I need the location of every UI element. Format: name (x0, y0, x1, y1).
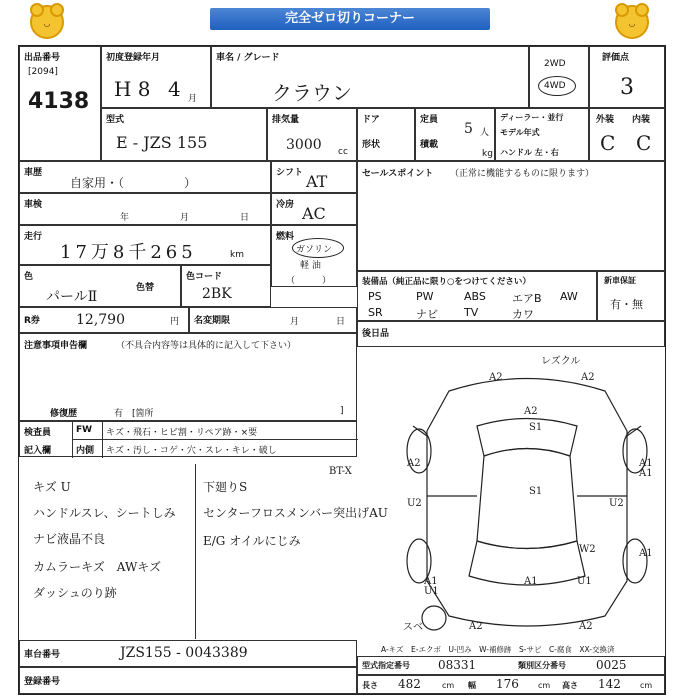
type-code-label: 型式指定番号 (362, 661, 410, 670)
banner (0, 0, 700, 40)
color-value: パールⅡ (46, 289, 98, 305)
recycle-value: 12,790 (76, 312, 125, 328)
drive-4wd-circle (538, 76, 576, 96)
chassis-box (19, 640, 357, 667)
registration-box (19, 667, 357, 694)
inspector-note: カムラーキズ AWキズ (33, 560, 162, 574)
aftermarket-box (357, 321, 665, 347)
recycle-label: R券 (24, 316, 40, 326)
inspector-note: ハンドルスレ、シートしみ (33, 506, 176, 520)
car-roof (477, 449, 577, 549)
drive-box (529, 46, 589, 108)
door-box (357, 108, 415, 161)
dealer-label: ディーラー・並行 (500, 113, 564, 122)
plate-expiry-day: 日 (336, 317, 346, 327)
sales-point-box (357, 161, 665, 271)
chassis-label: 車台番号 (24, 650, 61, 660)
notes-hint: （不具合内容等は具体的に記入して下さい） (116, 341, 297, 351)
class-code-label: 類別区分番号 (518, 661, 566, 670)
equipment-item: カワ (512, 308, 534, 321)
equipment-item: PW (416, 290, 434, 303)
repair-value: 有 [箇所 (114, 409, 154, 419)
first-reg-label: 初度登録年月 (106, 53, 161, 63)
class-code-value: 0025 (596, 658, 627, 672)
damage-mark: U1 (424, 586, 439, 597)
equipment-item: PS (368, 290, 382, 303)
equipment-item: エアB (512, 292, 542, 305)
dims-height-label: 高さ (562, 681, 578, 690)
check-in-items: キズ・汚し・コゲ・穴・スレ・キレ・破し (106, 446, 277, 456)
car-name: クラウン (272, 81, 352, 105)
damage-mark: A2 (581, 372, 595, 383)
damage-mark: S1 (529, 422, 543, 433)
damage-mark: A2 (579, 621, 593, 632)
damage-mark: A2 (524, 406, 538, 417)
fuel-diesel: 軽 油 (300, 261, 321, 271)
grade-int-value: C (636, 131, 652, 155)
model-label: 型式 (106, 115, 125, 125)
load-label: 積載 (420, 140, 439, 150)
inspector-note-right: センターフロスメンバー突出げAU (203, 506, 388, 520)
check-box (19, 421, 357, 457)
first-reg-month: 4 (168, 77, 181, 101)
inspection-day: 日 (240, 213, 250, 223)
mileage-box (19, 225, 271, 265)
grade-value: 3 (620, 75, 634, 100)
grade-box (589, 46, 665, 108)
damage-mark: U2 (407, 498, 422, 509)
history-label: 車歴 (24, 168, 43, 178)
damage-legend: A-キズ E-エクボ U-凹み W-補修跡 S-サビ C-腐食 XX-交換済 (381, 645, 615, 654)
fuel-gas-circle (292, 238, 344, 258)
capacity-value: 5 (464, 121, 473, 137)
type-code-box (357, 656, 665, 675)
fuel-paren: （ ） (286, 276, 332, 286)
dims-width-label: 幅 (468, 681, 476, 690)
color-box (19, 265, 181, 307)
color-swap-label: 色替 (136, 283, 155, 293)
car-windshield (477, 419, 577, 457)
inspection-label: 車検 (24, 200, 43, 210)
capacity-label: 定員 (420, 115, 439, 125)
grade-ext-label: 外装 (596, 115, 615, 125)
lot-sub: [2094] (28, 67, 58, 77)
grade-detail-box (589, 108, 665, 161)
handle-label: ハンドル 左・右 (500, 148, 559, 157)
mileage-unit: km (230, 250, 244, 260)
notes-divider (195, 464, 196, 639)
bear-mascot-icon: ◡ (615, 5, 649, 39)
damage-mark: A1 (639, 458, 653, 469)
dims-box (357, 675, 665, 694)
dealer-box (495, 108, 589, 161)
plate-expiry-box (189, 307, 357, 333)
drive-4wd: 4WD (544, 81, 566, 91)
door-label: ドア (362, 115, 380, 125)
lot-label: 出品番号 (24, 53, 61, 63)
inspector-note-right: E/G オイルにじみ (203, 534, 301, 548)
displacement-box (267, 108, 357, 161)
equipment-item: ナビ (416, 308, 438, 321)
check-in-label: 内側 (76, 446, 95, 456)
plate-expiry-label: 名変期限 (194, 316, 231, 326)
history-box (19, 161, 271, 193)
inspection-month: 月 (180, 213, 190, 223)
lot-number: 4138 (28, 89, 90, 114)
repair-close: ] (340, 406, 344, 416)
chassis-value: JZS155 - 0043389 (120, 645, 248, 661)
capacity-unit: 人 (480, 128, 490, 138)
inspector-note: ダッシュのり跡 (33, 586, 117, 600)
dims-len-label: 長さ (362, 681, 378, 690)
dims-len-unit: cm (442, 681, 455, 690)
diagram-top-note: レズクル (541, 356, 581, 367)
inspection-box (19, 193, 271, 225)
first-reg-year: H 8 (114, 77, 151, 101)
inspection-year: 年 (120, 213, 130, 223)
check-label-top: 検査員 (24, 428, 52, 438)
dims-width-unit: cm (538, 681, 551, 690)
mileage-value: 17万8千265 (60, 242, 197, 263)
check-fw-label: FW (76, 425, 93, 435)
dims-len-value: 482 (398, 677, 421, 691)
bear-mascot-icon: ◡ (30, 5, 64, 39)
notes-label: 注意事項申告欄 (24, 341, 88, 351)
cooling-box (271, 193, 357, 225)
damage-mark: A1 (424, 576, 438, 587)
fuel-box (271, 225, 357, 287)
cooling-value: AC (302, 204, 326, 223)
spare-tire (422, 606, 446, 630)
dims-width-value: 176 (496, 677, 519, 691)
sales-point-hint: （正常に機能するものに限ります） (450, 169, 595, 179)
equipment-item: TV (464, 306, 479, 319)
lot-box (19, 46, 101, 161)
inspector-note: キズ U (33, 480, 71, 494)
equipment-item: AW (560, 290, 578, 303)
cooling-label: 冷房 (276, 200, 295, 210)
type-code-value: 08331 (438, 658, 477, 672)
displacement-unit: cc (338, 147, 348, 157)
model-box (101, 108, 267, 161)
damage-mark: A2 (489, 372, 503, 383)
color-code-box (181, 265, 271, 307)
damage-mark: A2 (407, 458, 421, 469)
first-reg-box (101, 46, 211, 108)
warranty-box (597, 271, 665, 321)
recycle-unit: 円 (170, 317, 180, 327)
model-value: E - JZS 155 (116, 133, 208, 152)
check-fw-items: キズ・飛石・ヒビ割・リペア跡・×要 (106, 428, 258, 438)
inspector-note-right: 下廻りS (203, 480, 248, 494)
damage-mark: A1 (524, 576, 538, 587)
fuel-gas: ガソリン (296, 245, 333, 255)
grade-ext-value: C (600, 131, 616, 155)
capacity-box (415, 108, 495, 161)
damage-mark: S1 (529, 486, 543, 497)
displacement-value: 3000 (286, 137, 322, 153)
dims-height-value: 142 (598, 677, 621, 691)
damage-mark: A2 (469, 621, 483, 632)
shift-value: AT (306, 172, 328, 191)
dims-height-unit: cm (640, 681, 653, 690)
shift-label: シフト (276, 168, 304, 178)
fuel-label: 燃料 (276, 232, 295, 242)
repair-label: 修復歴 (50, 409, 78, 419)
diagram-stamp: BT-X (329, 466, 352, 477)
registration-label: 登録番号 (24, 677, 61, 687)
model-year-label: モデル年式 (500, 128, 540, 137)
notes-box (19, 333, 357, 421)
grade-label: 評価点 (602, 53, 630, 63)
sales-point-label: セールスポイント (362, 169, 434, 179)
equipment-item: SR (368, 306, 383, 319)
damage-mark: U1 (577, 576, 592, 587)
damage-mark: W2 (579, 544, 596, 555)
recycle-box (19, 307, 189, 333)
shift-box (271, 161, 357, 193)
color-code-value: 2BK (202, 286, 232, 302)
damage-mark: スベ (403, 622, 423, 633)
check-label-bottom: 記入欄 (24, 446, 52, 456)
color-code-label: 色コード (186, 272, 223, 282)
plate-expiry-month: 月 (290, 317, 300, 327)
aftermarket-label: 後日品 (362, 329, 390, 339)
door-shape-label: 形状 (362, 140, 381, 150)
warranty-value: 有・無 (610, 298, 643, 311)
inspection-sheet (18, 45, 666, 695)
drive-2wd: 2WD (544, 59, 566, 69)
warranty-label: 新車保証 (604, 276, 636, 285)
damage-mark: A1 (639, 548, 653, 559)
damage-mark: A1 (639, 468, 653, 479)
grade-int-label: 内装 (632, 115, 651, 125)
color-label: 色 (24, 272, 34, 282)
banner-title: 完全ゼロ切りコーナー (210, 8, 490, 30)
history-value: 自家用・（ ） (70, 176, 197, 190)
equipment-item: ABS (464, 290, 486, 303)
load-unit: kg (482, 149, 493, 159)
equipment-label: 装備品（純正品に限り○をつけてください） (362, 277, 531, 287)
equipment-box (357, 271, 597, 321)
inspector-note: ナビ液晶不良 (33, 532, 106, 546)
mileage-label: 走行 (24, 232, 43, 242)
car-name-label: 車名 / グレード (216, 53, 280, 63)
damage-mark: U2 (609, 498, 624, 509)
displacement-label: 排気量 (272, 115, 300, 125)
car-name-box (211, 46, 529, 108)
first-reg-unit: 月 (188, 94, 198, 104)
